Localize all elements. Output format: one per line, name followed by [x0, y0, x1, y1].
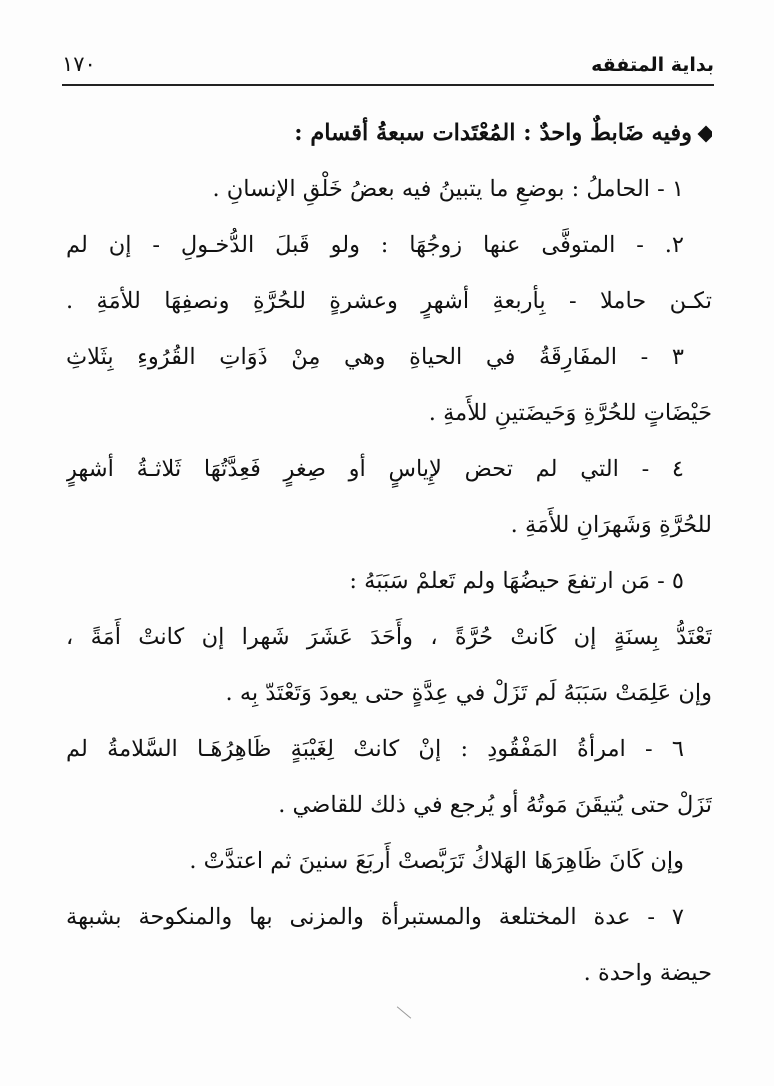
section-heading — [66, 105, 712, 161]
page-number: ١٧٠ — [62, 52, 96, 76]
book-title: بداية المتفقه — [591, 54, 714, 76]
heading-lead: وفيه ضَابطٌ واحدٌ — [539, 120, 692, 146]
text-line: وإن كَانَ ظَاهِرَهَا الهَلاكُ تَرَبَّصتْ أَربَعَ سنينَ ثم اعتدَّتْ . — [189, 848, 684, 874]
diamond-bullet-icon — [698, 126, 712, 143]
text-line: تَزَلْ حتى يُتيقَنَ مَوتُهُ أو يُرجع في ذلك للقاضي . — [278, 792, 712, 818]
text-line: ٥ - مَن ارتفعَ حيضُهَا ولم تَعلمْ سَبَبَهُ : — [349, 568, 684, 594]
text-line: حَيْضَاتٍ للحُرَّةِ وَحَيضَتينِ للأَمةِ . — [428, 400, 712, 426]
text-line: ٣ - المفَارِقَةُ في الحياةِ وهي مِنْ ذَوَاتِ القُرُوءِ بِثَلاثِ — [66, 344, 684, 370]
heading-rest: : المُعْتَدات سبعةُ أقسام : — [294, 120, 532, 146]
text-line: ٤ - التي لم تحض لإِياسٍ أو صِغرٍ فَعِدَّتُهَا ثَلاثـةُ أشهرٍ — [66, 456, 684, 482]
page-body — [66, 105, 712, 1001]
text-line: تكـن حاملا - بِأربعةِ أشهرٍ وعشرةٍ للحُرَّةِ ونصفِهَا للأمَةِ . — [66, 288, 712, 314]
text-line: ٦ - امرأةُ المَفْقُودِ : إنْ كانتْ لِغَيْبَةٍ ظَاهِرُهَـا السَّلامةُ لم — [66, 736, 684, 762]
scan-mark — [397, 1006, 411, 1018]
header-divider — [62, 84, 714, 86]
text-line: ٧ - عدة المختلعة والمستبرأة والمزنى بها والمنكوحة بشبهة — [66, 904, 684, 930]
page-header — [62, 50, 714, 80]
text-line: للحُرَّةِ وَشَهرَانِ للأَمَةِ . — [510, 512, 712, 538]
text-line: حيضة واحدة . — [583, 960, 712, 986]
text-line: ٢. - المتوفَّى عنها زوجُهَا : ولو قَبلَ الدُّخـولِ - إن لم — [66, 232, 684, 258]
text-line: وإن عَلِمَتْ سَبَبَهُ لَم تَزَلْ في عِدَّةٍ حتى يعودَ وَتَعْتَدّ بِه . — [225, 680, 712, 706]
text-line: تَعْتَدُّ بِسنَةٍ إن كَانتْ حُرَّةً ، وأَحَدَ عَشَرَ شَهرا إن كانتْ أَمَةً ، — [66, 624, 712, 650]
text-line: ١ - الحاملُ : بوضعِ ما يتبينُ فيه بعضُ خَلْقِ الإنسانِ . — [212, 176, 684, 202]
